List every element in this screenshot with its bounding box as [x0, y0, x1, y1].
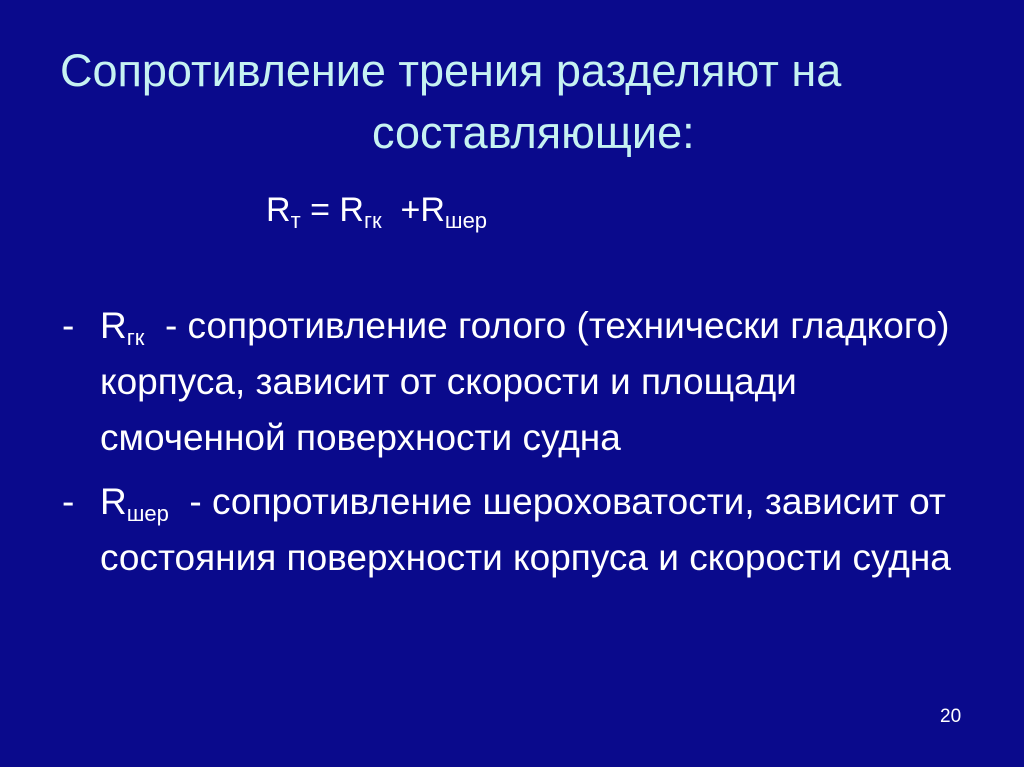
- bullet-description: - сопротивление шероховатости, зависит от состояния поверхности корпуса и скорости судна: [100, 481, 957, 578]
- bullet-dash: -: [62, 481, 75, 522]
- bullet-subscript: шер: [126, 501, 169, 526]
- bullet-item-rsher: [62, 474, 992, 586]
- formula-term2-subscript: шер: [444, 208, 488, 233]
- friction-formula: [266, 190, 488, 233]
- bullet-text: [100, 474, 992, 586]
- bullet-dash: -: [62, 305, 75, 346]
- formula-term2-symbol: R: [420, 191, 445, 229]
- bullet-item-rgk: [62, 298, 992, 466]
- slide-title: [60, 40, 1000, 164]
- formula-lhs-symbol: R: [266, 191, 291, 229]
- bullet-description: - сопротивление голого (технически гладкого) корпуса, зависит от скорости и площади смоченной поверхности судна: [100, 305, 960, 458]
- formula-term1-symbol: R: [339, 191, 364, 229]
- bullet-text: [100, 298, 992, 466]
- title-line-1: Сопротивление трения разделяют на: [60, 45, 842, 96]
- page-number: 20: [940, 706, 962, 727]
- bullet-symbol: R: [100, 481, 127, 522]
- formula-plus: +: [381, 191, 421, 229]
- formula-term1-subscript: гк: [363, 208, 382, 233]
- title-line-2: составляющие:: [372, 107, 695, 158]
- bullet-subscript: гк: [126, 325, 145, 350]
- bullet-symbol: R: [100, 305, 127, 346]
- formula-equals: =: [300, 191, 340, 229]
- formula-lhs-subscript: т: [290, 208, 301, 233]
